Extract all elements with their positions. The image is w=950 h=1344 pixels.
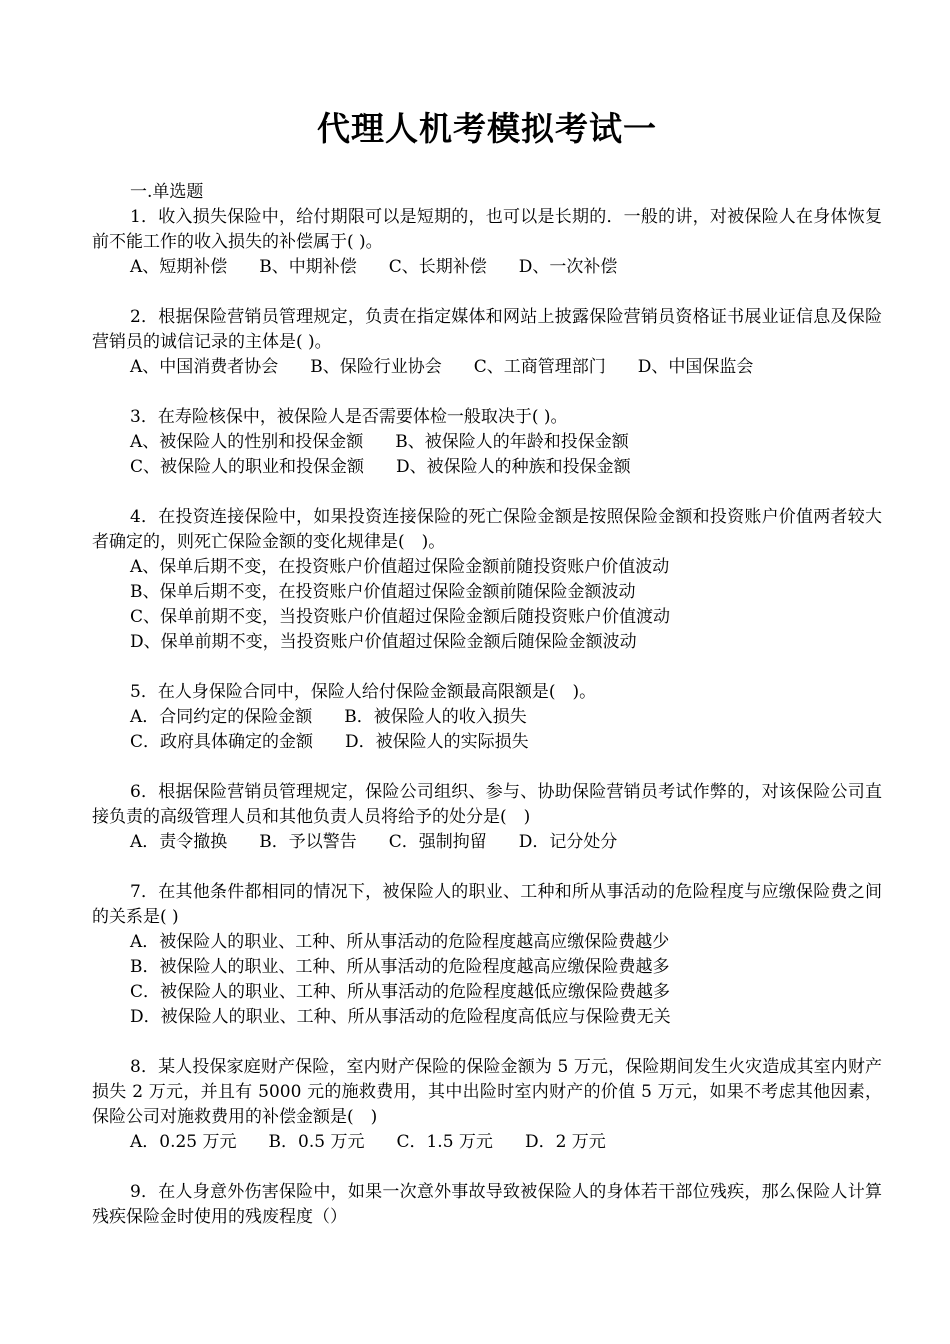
option-row xyxy=(130,705,882,730)
answer-option: A．合同约定的保险金额 xyxy=(130,707,313,727)
option-row xyxy=(130,1005,882,1030)
answer-option: A、中国消费者协会 xyxy=(130,357,279,377)
answer-option: B．0.5 万元 xyxy=(268,1132,365,1152)
option-row xyxy=(130,555,882,580)
answer-option: A、保单后期不变，在投资账户价值超过保险金额前随投资账户价值波动 xyxy=(130,557,670,577)
answer-options xyxy=(92,555,882,655)
question-text: 9．在人身意外伤害保险中，如果一次意外事故导致被保险人的身体若干部位残疾，那么保险人计算残疾保险金时使用的残废程度（） xyxy=(92,1182,882,1227)
answer-option: D．2 万元 xyxy=(524,1132,606,1152)
option-row xyxy=(130,730,882,755)
answer-options xyxy=(92,930,882,1030)
question-text: 3．在寿险核保中，被保险人是否需要体检一般取决于( )。 xyxy=(130,407,568,427)
answer-option: B、保险行业协会 xyxy=(310,357,442,377)
question-text: 2．根据保险营销员管理规定，负责在指定媒体和网站上披露保险营销员资格证书展业证信息及保险营销员的诚信记录的主体是( )。 xyxy=(92,307,882,352)
question-item xyxy=(92,405,882,480)
option-row xyxy=(130,830,882,855)
answer-option: D．被保险人的实际损失 xyxy=(345,732,529,752)
question-item xyxy=(92,1180,882,1230)
answer-option: B．被保险人的职业、工种、所从事活动的危险程度越高应缴保险费越多 xyxy=(130,957,670,977)
answer-option: C、保单前期不变，当投资账户价值超过保险金额后随投资账户价值渡动 xyxy=(130,607,671,627)
question-list xyxy=(92,205,882,1230)
option-row xyxy=(130,630,882,655)
question-text: 7．在其他条件都相同的情况下，被保险人的职业、工种和所从事活动的危险程度与应缴保险费之间的关系是( ) xyxy=(92,882,882,927)
answer-option: C．政府具体确定的金额 xyxy=(130,732,314,752)
question-item xyxy=(92,1055,882,1155)
answer-option: D、被保险人的种族和投保金额 xyxy=(396,457,631,477)
option-row xyxy=(130,980,882,1005)
answer-options xyxy=(92,255,882,280)
answer-option: A、短期补偿 xyxy=(130,257,228,277)
document-title: 代理人机考模拟考试一 xyxy=(317,109,657,148)
answer-option: C．1.5 万元 xyxy=(396,1132,493,1152)
question-text: 5．在人身保险合同中，保险人给付保险金额最高限额是( )。 xyxy=(130,682,597,702)
option-row xyxy=(130,1130,882,1155)
question-text: 8．某人投保家庭财产保险，室内财产保险的保险金额为 5 万元，保险期间发生火灾造成其室内财产损失 2 万元，并且有 5000 元的施救费用，其中出险时室内财产的价值 5 万元，如果不考虑其他因素，保险公司对施救费用的补偿金额是( ) xyxy=(92,1057,882,1127)
answer-option: B、被保险人的年龄和投保金额 xyxy=(395,432,629,452)
answer-option: C、被保险人的职业和投保金额 xyxy=(130,457,365,477)
option-row xyxy=(130,455,882,480)
option-row xyxy=(130,255,882,280)
answer-option: A．被保险人的职业、工种、所从事活动的危险程度越高应缴保险费越少 xyxy=(130,932,670,952)
answer-option: B、保单后期不变，在投资账户价值超过保险金额前随保险金额波动 xyxy=(130,582,636,602)
question-item xyxy=(92,305,882,380)
question-item xyxy=(92,205,882,280)
answer-option: C．被保险人的职业、工种、所从事活动的危险程度越低应缴保险费越多 xyxy=(130,982,671,1002)
answer-option: C．强制拘留 xyxy=(388,832,487,852)
question-item xyxy=(92,680,882,755)
question-item xyxy=(92,780,882,855)
answer-option: A．责令撤换 xyxy=(130,832,228,852)
section-heading: 一.单选题 xyxy=(130,182,204,202)
option-row xyxy=(130,605,882,630)
option-row xyxy=(130,580,882,605)
question-item xyxy=(92,880,882,1030)
answer-option: D、一次补偿 xyxy=(518,257,618,277)
question-text: 6．根据保险营销员管理规定，保险公司组织、参与、协助保险营销员考试作弊的，对该保险公司直接负责的高级管理人员和其他负责人员将给予的处分是( ) xyxy=(92,782,882,827)
question-item xyxy=(92,505,882,655)
answer-option: A、被保险人的性别和投保金额 xyxy=(130,432,364,452)
answer-option: C、工商管理部门 xyxy=(473,357,606,377)
option-row xyxy=(130,430,882,455)
answer-options xyxy=(92,830,882,855)
answer-option: B．予以警告 xyxy=(259,832,357,852)
answer-option: D．记分处分 xyxy=(518,832,618,852)
question-text: 4．在投资连接保险中，如果投资连接保险的死亡保险金额是按照保险金额和投资账户价值两者较大者确定的，则死亡保险金额的变化规律是( )。 xyxy=(92,507,882,552)
answer-options xyxy=(92,705,882,755)
answer-option: D．被保险人的职业、工种、所从事活动的危险程度高低应与保险费无关 xyxy=(130,1007,671,1027)
answer-option: D、保单前期不变，当投资账户价值超过保险金额后随保险金额波动 xyxy=(130,632,637,652)
answer-option: A．0.25 万元 xyxy=(130,1132,237,1152)
answer-option: B、中期补偿 xyxy=(259,257,357,277)
option-row xyxy=(130,930,882,955)
answer-options xyxy=(92,355,882,380)
answer-option: D、中国保监会 xyxy=(637,357,754,377)
answer-option: B．被保险人的收入损失 xyxy=(344,707,527,727)
question-text: 1．收入损失保险中，给付期限可以是短期的，也可以是长期的．一般的讲，对被保险人在身体恢复前不能工作的收入损失的补偿属于( )。 xyxy=(92,207,882,252)
answer-option: C、长期补偿 xyxy=(388,257,487,277)
option-row xyxy=(130,355,882,380)
answer-options xyxy=(92,430,882,480)
option-row xyxy=(130,955,882,980)
answer-options xyxy=(92,1130,882,1155)
